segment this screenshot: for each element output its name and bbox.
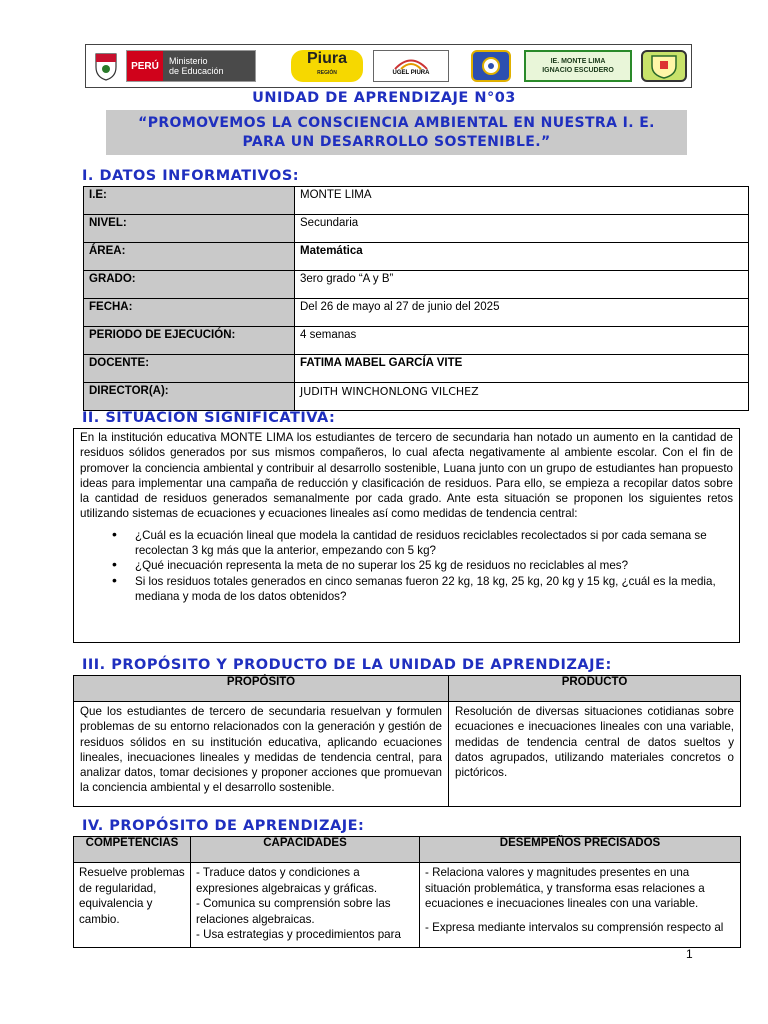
table-row [84,383,749,411]
table-header-row [74,676,741,702]
row-value: Secundaria [295,215,749,243]
row-value: Del 26 de mayo al 27 de junio del 2025 [295,299,749,327]
capacidad-item: - Traduce datos y condiciones a expresiones algebraicas y gráficas. [196,866,378,895]
datos-table [83,186,749,411]
unit-title: UNIDAD DE APRENDIZAJE N°03 [252,90,516,106]
row-label: FECHA: [84,299,295,327]
table-row [84,271,749,299]
ie-logo-line1: IE. MONTE LIMA [550,58,606,65]
row-label: PERIODO DE EJECUCIÓN: [84,327,295,355]
piura-logo-text: Piura [306,50,347,67]
row-value: 4 semanas [295,327,749,355]
logo-bar [85,44,692,88]
situacion-box [73,428,740,643]
row-label: NIVEL: [84,215,295,243]
row-value: FATIMA MABEL GARCÍA VITE [295,355,749,383]
table-row [84,355,749,383]
col-header-proposito: PROPÓSITO [74,676,449,702]
retos-list [80,528,733,604]
table-row [84,215,749,243]
table-row [84,187,749,215]
page-number: 1 [686,947,693,961]
row-value: 3ero grado “A y B” [295,271,749,299]
unit-banner [106,110,687,155]
ministerio-educacion-logo [126,50,256,82]
col-header-producto: PRODUCTO [449,676,741,702]
table-row [84,243,749,271]
ie-monte-lima-logo [524,50,632,82]
peru-label: PERÚ [127,51,163,81]
col-header-competencias: COMPETENCIAS [74,837,191,863]
section-proposito-unidad-heading: III. PROPÓSITO Y PRODUCTO DE LA UNIDAD DE APRENDIZAJE: [82,657,612,673]
table-row [74,702,741,807]
ministerio-line2: de Educación [169,66,224,76]
proposito-text: Que los estudiantes de tercero de secundaria resuelvan y formulen problemas de su entorno relacionados con la generación y gestión de residuos sólidos en su institución educativa, aplicando ecuaciones lineales, inecuaciones lineales y medidas de tendencia central, para analizar datos, tomar decisiones y proponer acciones que promuevan la conciencia ambiental y el desarrollo sostenible. [74,702,449,807]
situacion-paragraph: En la institución educativa MONTE LIMA los estudiantes de tercero de secundaria han notado un aumento en la cantidad de residuos sólidos generados por sus mismos compañeros, lo cual afecta negativamente al ambiente escolar. Con el fin de promover la conciencia ambiental y contribuir al desarrollo sostenible, Luana junto con un grupo de estudiantes han propuesto ideas para implementar una campaña de reducción y clasificación de residuos. Para ello, se empieza a recopilar datos sobre la cantidad de residuos generados semanalmente por cada grado. Ante esta situación se proponen los siguientes retos utilizando sistemas de ecuaciones y ecuaciones lineales así como medidas de tendencia central: [80,431,733,521]
row-label: I.E: [84,187,295,215]
col-header-desempenos: DESEMPEÑOS PRECISADOS [420,837,741,863]
row-label: DIRECTOR(A): [84,383,295,411]
piura-logo-sub: REGIÓN [317,70,337,76]
producto-text: Resolución de diversas situaciones cotidianas sobre ecuaciones e inecuaciones lineales con una variable, medidas de tendencia central de datos sueltos y datos agrupados, utilizando materiales concretos o pictóricos. [449,702,741,807]
banner-line2: PARA UN DESARROLLO SOSTENIBLE.” [242,134,551,150]
institution-badge-icon [471,50,511,82]
ministerio-line1: Ministerio [169,56,208,66]
row-value: MONTE LIMA [295,187,749,215]
desempeno-item: - Relaciona valores y magnitudes presentes en una situación problemática, y transforma esas relaciones a ecuaciones e inecuaciones lineales con una variable. [425,866,705,910]
desempeno-item: - Expresa mediante intervalos su comprensión respecto al [425,920,724,934]
col-header-capacidades: CAPACIDADES [191,837,420,863]
list-item: • Si los residuos totales generados en cinco semanas fueron 22 kg, 18 kg, 25 kg, 20 kg y 15 kg, ¿cuál es la media, mediana y moda de los datos obtenidos? [135,574,733,605]
sunrise-icon [391,56,431,70]
table-row [84,299,749,327]
piura-region-logo [291,50,363,82]
row-label: ÁREA: [84,243,295,271]
table-row [84,327,749,355]
list-item: • ¿Cuál es la ecuación lineal que modela la cantidad de residuos reciclables recolectados si por cada semana se recolectan 3 kg más que la anterior, empezando con 5 kg? [135,528,733,559]
section-proposito-aprendizaje-heading: IV. PROPÓSITO DE APRENDIZAJE: [82,818,365,834]
capacidad-item: - Comunica su comprensión sobre las relaciones algebraicas. [196,897,391,926]
row-label: GRADO: [84,271,295,299]
table-row [74,863,741,948]
list-item: • ¿Qué inecuación representa la meta de no superar los 25 kg de residuos no reciclables al mes? [135,558,733,573]
capacidades-cell [191,863,420,948]
capacidad-item: - Usa estrategias y procedimientos para [196,928,401,941]
row-value: Matemática [295,243,749,271]
ugel-label: UGEL PIURA [392,70,430,76]
section-situacion-heading: II. SITUACION SIGNIFICATIVA: [82,410,336,426]
desempenos-cell [420,863,741,948]
row-value: JUDITH WINCHONLONG VILCHEZ [295,383,749,411]
ugel-logo [373,50,449,82]
section-datos-heading: I. DATOS INFORMATIVOS: [82,168,300,184]
competencias-table [73,836,741,948]
banner-line1: “PROMOVEMOS LA CONSCIENCIA AMBIENTAL EN NUESTRA I. E. [138,115,655,131]
proposito-producto-table [73,675,741,807]
ie-logo-line2: IGNACIO ESCUDERO [542,67,614,74]
peru-shield-icon [91,50,121,82]
competencia-text: Resuelve problemas de regularidad, equivalencia y cambio. [74,863,191,948]
school-shield-icon [641,50,687,82]
table-header-row [74,837,741,863]
row-label: DOCENTE: [84,355,295,383]
